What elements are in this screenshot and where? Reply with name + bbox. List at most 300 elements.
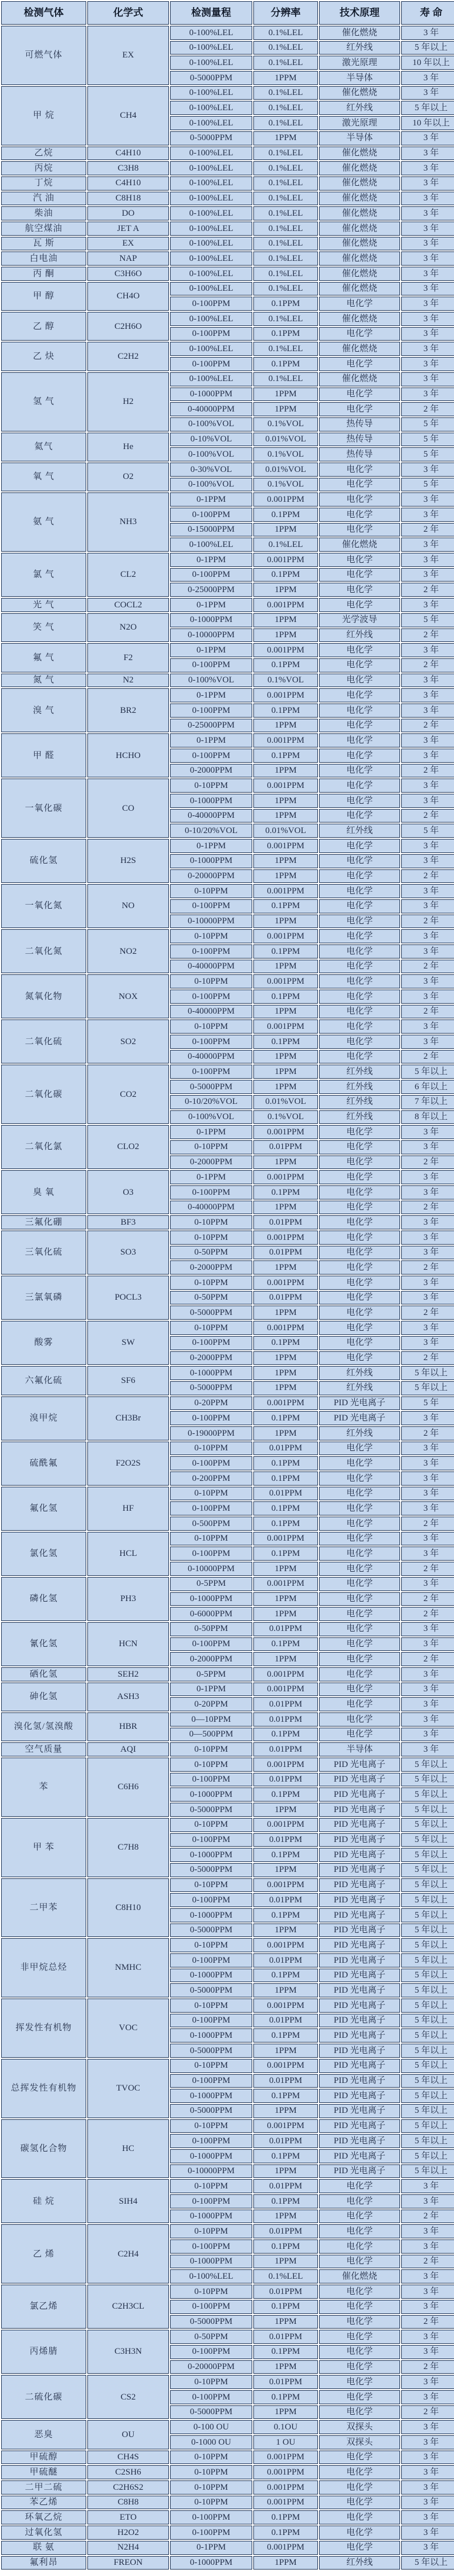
table-row <box>1 2510 454 2524</box>
table-row <box>1 1125 454 1139</box>
principle-cell: PID 光电离子 <box>319 1923 400 1938</box>
principle-cell: 电化学 <box>319 2480 400 2495</box>
lifespan-cell: 3 年 <box>401 2526 454 2540</box>
lifespan-cell: 5 年以上 <box>401 1366 454 1380</box>
gas-name-cell: 联 氨 <box>1 2541 86 2555</box>
resolution-cell: 0.1PPM <box>253 899 318 913</box>
lifespan-cell: 3 年 <box>401 779 454 793</box>
gas-name-cell: 三氧化硫 <box>1 1231 86 1275</box>
resolution-cell: 1PPM <box>253 1156 318 1170</box>
lifespan-cell: 5 年以上 <box>401 2164 454 2179</box>
table-row <box>1 1622 454 1636</box>
principle-cell: 电化学 <box>319 915 400 929</box>
lifespan-cell: 3 年 <box>401 26 454 40</box>
gas-name-cell: 磷化氢 <box>1 1577 86 1621</box>
lifespan-cell: 3 年 <box>401 1637 454 1651</box>
formula-cell: AQI <box>87 1742 169 1756</box>
resolution-cell: 0.1PPM <box>253 2300 318 2314</box>
lifespan-cell: 2 年 <box>401 2210 454 2224</box>
range-cell: 0-10PPM <box>170 2375 252 2389</box>
gas-name-cell: 硒化氢 <box>1 1667 86 1681</box>
range-cell: 0-50PPM <box>170 2330 252 2344</box>
lifespan-cell: 3 年 <box>401 2435 454 2449</box>
principle-cell: PID 光电离子 <box>319 1848 400 1862</box>
table-row <box>1 929 454 943</box>
gas-name-cell: 挥发性有机物 <box>1 1999 86 2058</box>
range-cell: 0-1000PPM <box>170 2210 252 2224</box>
formula-cell: C3H6O <box>87 267 169 281</box>
lifespan-cell: 2 年 <box>401 1201 454 1215</box>
gas-name-cell: 丙 酮 <box>1 267 86 281</box>
resolution-cell: 0.01PPM <box>253 1697 318 1711</box>
resolution-cell: 1PPM <box>253 1803 318 1817</box>
range-cell: 0-1PPM <box>170 492 252 507</box>
resolution-cell: 0.1%LEL <box>253 147 318 161</box>
resolution-cell: 0.1PPM <box>253 1336 318 1350</box>
resolution-cell: 0.001PPM <box>253 1321 318 1335</box>
lifespan-cell: 2 年 <box>401 1607 454 1621</box>
range-cell: 0-10PPM <box>170 2059 252 2073</box>
table-row <box>1 733 454 747</box>
formula-cell: SO2 <box>87 1019 169 1063</box>
principle-cell: 双探头 <box>319 2420 400 2434</box>
range-cell: 0-1000PPM <box>170 1787 252 1802</box>
principle-cell: 电化学 <box>319 478 400 492</box>
principle-cell: 电化学 <box>319 960 400 974</box>
lifespan-cell: 3 年 <box>401 161 454 175</box>
range-cell: 0-5000PPM <box>170 2315 252 2329</box>
lifespan-cell: 3 年 <box>401 2375 454 2389</box>
principle-cell: 半导体 <box>319 131 400 145</box>
range-cell: 0-100PPM <box>170 1456 252 1470</box>
principle-cell: 电化学 <box>319 1667 400 1681</box>
resolution-cell: 0.01PPM <box>253 2224 318 2238</box>
table-row <box>1 688 454 702</box>
formula-cell: SO3 <box>87 1231 169 1275</box>
lifespan-cell: 3 年 <box>401 237 454 251</box>
lifespan-cell: 3 年 <box>401 1246 454 1260</box>
resolution-cell: 1PPM <box>253 2164 318 2179</box>
resolution-cell: 0.01PPM <box>253 2134 318 2148</box>
lifespan-cell: 10 年以上 <box>401 56 454 70</box>
lifespan-cell: 3 年 <box>401 974 454 988</box>
resolution-cell: 0.1PPM <box>253 2028 318 2043</box>
resolution-cell: 1PPM <box>253 1592 318 1606</box>
range-cell: 0-100PPM <box>170 899 252 913</box>
header-range: 检测量程 <box>170 1 252 25</box>
formula-cell: He <box>87 433 169 461</box>
lifespan-cell: 3 年 <box>401 206 454 220</box>
lifespan-cell: 5 年以上 <box>401 101 454 115</box>
gas-name-cell: 空气质量 <box>1 1742 86 1756</box>
table-row <box>1 1170 454 1184</box>
range-cell: 0-1000PPM <box>170 1592 252 1606</box>
range-cell: 0-10PPM <box>170 1532 252 1546</box>
table-row <box>1 1487 454 1501</box>
formula-cell: HCL <box>87 1532 169 1576</box>
lifespan-cell: 2 年 <box>401 2405 454 2419</box>
principle-cell: 红外线 <box>319 1426 400 1440</box>
principle-cell: 催化燃烧 <box>319 237 400 251</box>
resolution-cell: 1PPM <box>253 869 318 883</box>
table-row <box>1 2541 454 2555</box>
resolution-cell: 0.1%LEL <box>253 237 318 251</box>
range-cell: 0-100%LEL <box>170 252 252 266</box>
lifespan-cell: 3 年 <box>401 854 454 868</box>
table-row <box>1 2375 454 2389</box>
range-cell: 0-40000PPM <box>170 402 252 416</box>
resolution-cell: 0.01%VOL <box>253 433 318 447</box>
range-cell: 0-100PPM <box>170 1547 252 1561</box>
resolution-cell: 0.01PPM <box>253 1215 318 1229</box>
principle-cell: 电化学 <box>319 1487 400 1501</box>
lifespan-cell: 5 年以上 <box>401 2149 454 2163</box>
range-cell: 0-1PPM <box>170 688 252 702</box>
range-cell: 0-100PPM <box>170 1411 252 1425</box>
resolution-cell: 1PPM <box>253 402 318 416</box>
formula-cell: NO <box>87 884 169 928</box>
resolution-cell: 1PPM <box>253 1201 318 1215</box>
lifespan-cell: 5 年以上 <box>401 1908 454 1922</box>
principle-cell: 电化学 <box>319 2390 400 2404</box>
resolution-cell: 0.01%VOL <box>253 824 318 838</box>
lifespan-cell: 2 年 <box>401 2360 454 2374</box>
gas-table-body <box>1 26 454 2570</box>
table-row <box>1 2420 454 2434</box>
principle-cell: 电化学 <box>319 402 400 416</box>
table-header <box>1 1 454 25</box>
resolution-cell: 0.1%LEL <box>253 538 318 552</box>
range-cell: 0-100%LEL <box>170 282 252 296</box>
range-cell: 0-10PPM <box>170 2179 252 2193</box>
lifespan-cell: 3 年 <box>401 2330 454 2344</box>
principle-cell: 电化学 <box>319 598 400 612</box>
lifespan-cell: 5 年以上 <box>401 1969 454 1983</box>
range-cell: 0-100PPM <box>170 1185 252 1199</box>
table-row <box>1 1999 454 2013</box>
table-row <box>1 2179 454 2193</box>
lifespan-cell: 3 年 <box>401 674 454 688</box>
lifespan-cell: 5 年 <box>401 478 454 492</box>
principle-cell: 红外线 <box>319 1065 400 1079</box>
lifespan-cell: 3 年 <box>401 2300 454 2314</box>
principle-cell: PID 光电离子 <box>319 1999 400 2013</box>
lifespan-cell: 2 年 <box>401 1426 454 1440</box>
range-cell: 0-10/20%VOL <box>170 824 252 838</box>
lifespan-cell: 3 年 <box>401 929 454 943</box>
principle-cell: 电化学 <box>319 463 400 477</box>
principle-cell: 催化燃烧 <box>319 26 400 40</box>
principle-cell: 电化学 <box>319 1697 400 1711</box>
resolution-cell: 1PPM <box>253 1366 318 1380</box>
table-row <box>1 312 454 326</box>
range-cell: 0-1000PPM <box>170 2028 252 2043</box>
principle-cell: 电化学 <box>319 2300 400 2314</box>
resolution-cell: 0.001PPM <box>253 1396 318 1411</box>
header-lifespan: 寿 命 <box>401 1 454 25</box>
resolution-cell: 0.1PPM <box>253 2149 318 2163</box>
lifespan-cell: 3 年 <box>401 944 454 959</box>
range-cell: 0-1000PPM <box>170 854 252 868</box>
principle-cell: 电化学 <box>319 327 400 341</box>
table-row <box>1 613 454 627</box>
resolution-cell: 0.001PPM <box>253 1532 318 1546</box>
lifespan-cell: 3 年 <box>401 388 454 402</box>
formula-cell: C8H10 <box>87 1878 169 1938</box>
resolution-cell: 0.001PPM <box>253 1276 318 1290</box>
principle-cell: 电化学 <box>319 357 400 371</box>
range-cell: 0-100PPM <box>170 944 252 959</box>
lifespan-cell: 3 年 <box>401 2239 454 2254</box>
lifespan-cell: 3 年 <box>401 1456 454 1470</box>
gas-name-cell: 氟 气 <box>1 643 86 672</box>
gas-name-cell: 氢 气 <box>1 372 86 431</box>
range-cell: 0—10PPM <box>170 1712 252 1727</box>
principle-cell: 半导体 <box>319 1742 400 1756</box>
table-row <box>1 1683 454 1697</box>
table-row <box>1 206 454 220</box>
formula-cell: O3 <box>87 1170 169 1214</box>
formula-cell: C2H6S2 <box>87 2480 169 2495</box>
range-cell: 0-10PPM <box>170 2496 252 2510</box>
resolution-cell: 0.1PPM <box>253 2345 318 2359</box>
principle-cell: 电化学 <box>319 1501 400 1515</box>
principle-cell: 催化燃烧 <box>319 161 400 175</box>
principle-cell: 热传导 <box>319 417 400 431</box>
gas-name-cell: 总挥发性有机物 <box>1 2059 86 2118</box>
lifespan-cell: 5 年以上 <box>401 41 454 55</box>
range-cell: 0-2000PPM <box>170 1260 252 1275</box>
gas-name-cell: 光 气 <box>1 598 86 612</box>
formula-cell: F2 <box>87 643 169 672</box>
lifespan-cell: 3 年 <box>401 2194 454 2208</box>
principle-cell: 电化学 <box>319 854 400 868</box>
range-cell: 0—500PPM <box>170 1728 252 1742</box>
gas-name-cell: 氯 气 <box>1 553 86 597</box>
gas-name-cell: 乙 炔 <box>1 342 86 371</box>
table-row <box>1 2526 454 2540</box>
resolution-cell: 0.1PPM <box>253 2239 318 2254</box>
principle-cell: 电化学 <box>319 2360 400 2374</box>
resolution-cell: 0.01PPM <box>253 1953 318 1967</box>
range-cell: 0-100PPM <box>170 990 252 1004</box>
formula-cell: HC <box>87 2119 169 2179</box>
principle-cell: 电化学 <box>319 839 400 853</box>
resolution-cell: 0.001PPM <box>253 1999 318 2013</box>
table-row <box>1 463 454 477</box>
lifespan-cell: 2 年 <box>401 628 454 643</box>
range-cell: 0-1000PPM <box>170 2255 252 2269</box>
range-cell: 0-100PPM <box>170 2194 252 2208</box>
principle-cell: PID 光电离子 <box>319 1953 400 1967</box>
resolution-cell: 1PPM <box>253 960 318 974</box>
principle-cell: PID 光电离子 <box>319 2089 400 2103</box>
lifespan-cell: 3 年 <box>401 1728 454 1742</box>
resolution-cell: 1PPM <box>253 583 318 597</box>
principle-cell: 电化学 <box>319 2465 400 2479</box>
principle-cell: 电化学 <box>319 1321 400 1335</box>
principle-cell: 电化学 <box>319 1592 400 1606</box>
formula-cell: HF <box>87 1487 169 1531</box>
resolution-cell: 0.001PPM <box>253 1818 318 1832</box>
principle-cell: 热传导 <box>319 433 400 447</box>
range-cell: 0-10PPM <box>170 2465 252 2479</box>
lifespan-cell: 3 年 <box>401 2465 454 2479</box>
resolution-cell: 1PPM <box>253 1652 318 1666</box>
range-cell: 0-2000PPM <box>170 764 252 778</box>
lifespan-cell: 3 年 <box>401 2224 454 2238</box>
resolution-cell: 0.001PPM <box>253 2059 318 2073</box>
resolution-cell: 0.1PPM <box>253 1501 318 1515</box>
principle-cell: 电化学 <box>319 1728 400 1742</box>
principle-cell: 电化学 <box>319 674 400 688</box>
formula-cell: H2 <box>87 372 169 431</box>
formula-cell: TVOC <box>87 2059 169 2118</box>
resolution-cell: 0.01PPM <box>253 1487 318 1501</box>
range-cell: 0-100%LEL <box>170 56 252 70</box>
range-cell: 0-10PPM <box>170 929 252 943</box>
range-cell: 0-1000PPM <box>170 613 252 627</box>
lifespan-cell: 5 年以上 <box>401 2014 454 2028</box>
resolution-cell: 0.1%LEL <box>253 41 318 55</box>
principle-cell: 电化学 <box>319 1201 400 1215</box>
principle-cell: 电化学 <box>319 2375 400 2389</box>
principle-cell: 红外线 <box>319 1366 400 1380</box>
range-cell: 0-1000PPM <box>170 1969 252 1983</box>
formula-cell: H2S <box>87 839 169 883</box>
principle-cell: 电化学 <box>319 1246 400 1260</box>
principle-cell: 电化学 <box>319 1291 400 1305</box>
resolution-cell: 0.01PPM <box>253 2375 318 2389</box>
resolution-cell: 0.1PPM <box>253 1411 318 1425</box>
resolution-cell: 0.001PPM <box>253 2451 318 2465</box>
lifespan-cell: 2 年 <box>401 1156 454 1170</box>
resolution-cell: 1PPM <box>253 1050 318 1064</box>
formula-cell: C2SH6 <box>87 2465 169 2479</box>
table-row <box>1 2496 454 2510</box>
table-row <box>1 492 454 507</box>
principle-cell: 催化燃烧 <box>319 176 400 191</box>
resolution-cell: 0.1%LEL <box>253 222 318 236</box>
table-row <box>1 1321 454 1335</box>
principle-cell: 电化学 <box>319 929 400 943</box>
principle-cell: 催化燃烧 <box>319 86 400 100</box>
resolution-cell: 1PPM <box>253 1306 318 1320</box>
principle-cell: PID 光电离子 <box>319 1983 400 1997</box>
lifespan-cell: 3 年 <box>401 147 454 161</box>
range-cell: 0-100%VOL <box>170 417 252 431</box>
formula-cell: N2H4 <box>87 2541 169 2555</box>
formula-cell: F2O2S <box>87 1442 169 1486</box>
range-cell: 0-10000PPM <box>170 2164 252 2179</box>
resolution-cell: 1PPM <box>253 1983 318 1997</box>
gas-name-cell: 甲 醛 <box>1 733 86 777</box>
resolution-cell: 0.01PPM <box>253 1742 318 1756</box>
principle-cell: 红外线 <box>319 824 400 838</box>
table-row <box>1 252 454 266</box>
principle-cell: PID 光电离子 <box>319 1938 400 1952</box>
resolution-cell: 0.01%VOL <box>253 463 318 477</box>
range-cell: 0-20000PPM <box>170 869 252 883</box>
range-cell: 0-100%LEL <box>170 116 252 130</box>
lifespan-cell: 3 年 <box>401 884 454 898</box>
lifespan-cell: 3 年 <box>401 176 454 191</box>
gas-name-cell: 氧 气 <box>1 463 86 491</box>
lifespan-cell: 3 年 <box>401 1411 454 1425</box>
resolution-cell: 0.1PPM <box>253 944 318 959</box>
principle-cell: 红外线 <box>319 1381 400 1395</box>
resolution-cell: 0.001PPM <box>253 2496 318 2510</box>
resolution-cell: 0.01PPM <box>253 1291 318 1305</box>
principle-cell: PID 光电离子 <box>319 1396 400 1411</box>
gas-name-cell: 氯化氢 <box>1 1532 86 1576</box>
principle-cell: 电化学 <box>319 764 400 778</box>
range-cell: 0-1PPM <box>170 1125 252 1139</box>
formula-cell: OU <box>87 2420 169 2449</box>
resolution-cell: 0.1PPM <box>253 1547 318 1561</box>
range-cell: 0-200PPM <box>170 1471 252 1486</box>
lifespan-cell: 5 年以上 <box>401 1758 454 1772</box>
principle-cell: 红外线 <box>319 1080 400 1094</box>
range-cell: 0-100PPM <box>170 1893 252 1907</box>
lifespan-cell: 3 年 <box>401 1125 454 1139</box>
lifespan-cell: 3 年 <box>401 2179 454 2193</box>
resolution-cell: 0.1%VOL <box>253 1110 318 1124</box>
resolution-cell: 0.1%LEL <box>253 26 318 40</box>
range-cell: 0-100PPM <box>170 1953 252 1967</box>
range-cell: 0-40000PPM <box>170 1005 252 1019</box>
formula-cell: N2O <box>87 613 169 642</box>
range-cell: 0-40000PPM <box>170 809 252 823</box>
gas-name-cell: 砷化氢 <box>1 1683 86 1711</box>
resolution-cell: 1PPM <box>253 2104 318 2118</box>
gas-name-cell: 非甲烷总烃 <box>1 1938 86 1997</box>
resolution-cell: 0.1PPM <box>253 2194 318 2208</box>
table-row <box>1 884 454 898</box>
formula-cell: SEH2 <box>87 1667 169 1681</box>
resolution-cell: 0.1%LEL <box>253 372 318 386</box>
principle-cell: 电化学 <box>319 1140 400 1154</box>
table-row <box>1 1019 454 1034</box>
range-cell: 0-100%LEL <box>170 26 252 40</box>
gas-name-cell: 一氧化碳 <box>1 779 86 838</box>
principle-cell: 电化学 <box>319 1185 400 1199</box>
table-row <box>1 2480 454 2495</box>
lifespan-cell: 3 年 <box>401 2420 454 2434</box>
header-formula: 化学式 <box>87 1 169 25</box>
formula-cell: C2H2 <box>87 342 169 371</box>
formula-cell: ASH3 <box>87 1683 169 1711</box>
range-cell: 0-100 OU <box>170 2420 252 2434</box>
gas-name-cell: 一氧化氮 <box>1 884 86 928</box>
lifespan-cell: 3 年 <box>401 1742 454 1756</box>
formula-cell: CH4O <box>87 282 169 311</box>
resolution-cell: 1PPM <box>253 1065 318 1079</box>
principle-cell: 电化学 <box>319 2194 400 2208</box>
lifespan-cell: 3 年 <box>401 131 454 145</box>
formula-cell: NMHC <box>87 1938 169 1997</box>
range-cell: 0-100%VOL <box>170 447 252 461</box>
resolution-cell: 1PPM <box>253 131 318 145</box>
principle-cell: PID 光电离子 <box>319 2119 400 2133</box>
resolution-cell: 0.1PPM <box>253 1848 318 1862</box>
lifespan-cell: 3 年 <box>401 2480 454 2495</box>
range-cell: 0-1000PPM <box>170 794 252 808</box>
range-cell: 0-1PPM <box>170 643 252 657</box>
gas-name-cell: 乙 醇 <box>1 312 86 341</box>
resolution-cell: 0.001PPM <box>253 2541 318 2555</box>
resolution-cell: 0.1PPM <box>253 1637 318 1651</box>
